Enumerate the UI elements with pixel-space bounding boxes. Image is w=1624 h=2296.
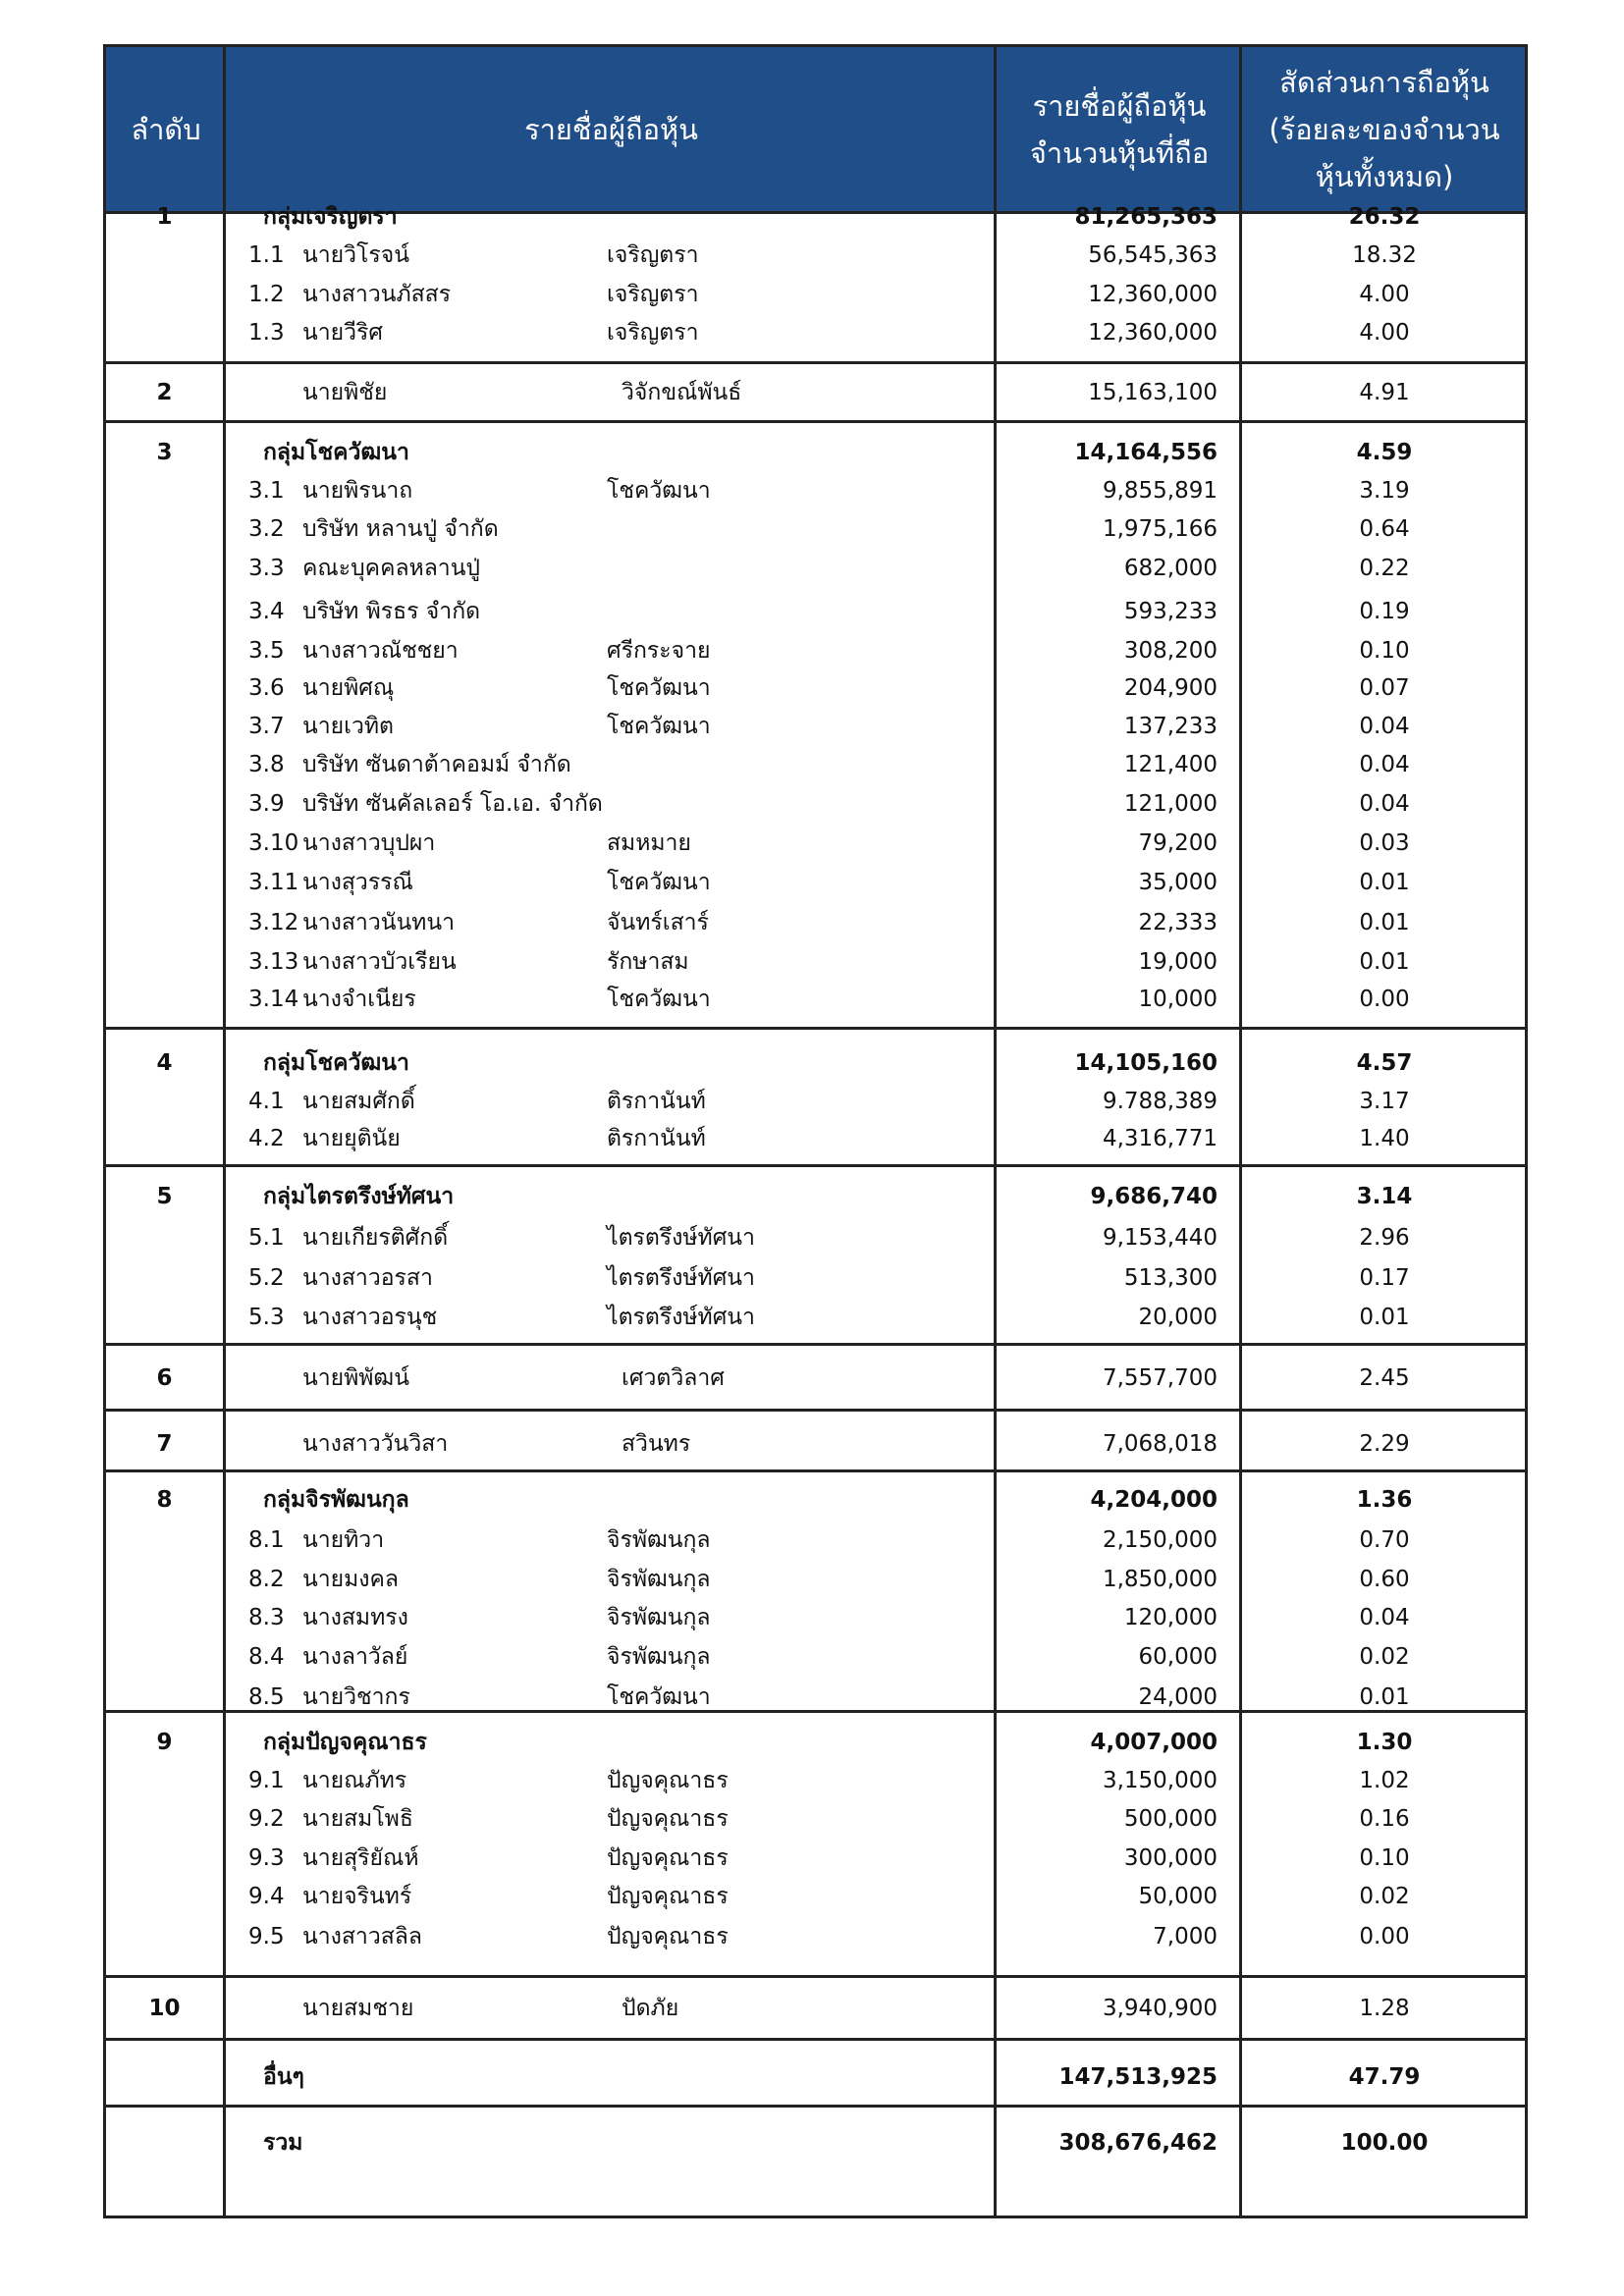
holder-name: บริษัท ซันดาต้าคอมม์ จำกัด [302, 752, 571, 777]
item-number: 3.5 [248, 638, 285, 664]
item-number: 3.2 [248, 516, 285, 542]
shares-count: 7,000 [1153, 1924, 1218, 1949]
share-percent: 4.91 [1359, 380, 1410, 405]
item-number: 1.2 [248, 282, 285, 307]
holder-surname: ไตรตรึงษ์ทัศนา [607, 1305, 755, 1330]
item-number: 3.14 [248, 987, 299, 1012]
item-number: 5.1 [248, 1225, 285, 1251]
group-name: กลุ่มปัญจคุณาธร [263, 1730, 427, 1755]
item-number: 9.4 [248, 1884, 285, 1909]
shares-count: 10,000 [1138, 987, 1218, 1012]
share-percent: 1.02 [1359, 1768, 1410, 1793]
item-number: 8.2 [248, 1567, 285, 1592]
holder-name: นายพิศณุ [302, 675, 395, 701]
shares-count: 12,360,000 [1088, 320, 1218, 346]
item-number: 4.1 [248, 1089, 285, 1114]
rank-number: 5 [156, 1184, 173, 1209]
shares-count: 137,233 [1123, 714, 1218, 739]
holder-surname: เจริญตรา [607, 320, 699, 346]
share-percent: 3.19 [1359, 478, 1410, 504]
holder-name: นางสาวสลิล [302, 1924, 422, 1949]
holder-surname: จิรพัฒนกุล [607, 1567, 711, 1592]
share-percent: 0.04 [1359, 714, 1410, 739]
share-percent: 0.03 [1359, 830, 1410, 856]
holder-surname: ปัญจคุณาธร [607, 1806, 729, 1832]
holder-name: นางสาวณัชชยา [302, 638, 459, 664]
holder-surname: จิรพัฒนกุล [607, 1605, 711, 1630]
rank-number: 9 [156, 1730, 173, 1755]
total-label: อื่นๆ [263, 2064, 304, 2090]
share-percent: 0.01 [1359, 910, 1410, 935]
shares-count: 120,000 [1123, 1605, 1218, 1630]
holder-name: นางสาวบัวเรียน [302, 949, 457, 975]
row-divider [106, 1027, 1525, 1030]
item-number: 3.12 [248, 910, 299, 935]
holder-name: นายวิโรจน์ [302, 242, 409, 268]
share-percent: 4.00 [1359, 320, 1410, 346]
item-number: 8.4 [248, 1644, 285, 1670]
table-header [106, 47, 1525, 214]
shares-count: 308,676,462 [1058, 2130, 1218, 2156]
rank-number: 7 [156, 1431, 173, 1457]
share-percent: 1.30 [1356, 1730, 1413, 1755]
group-name: กลุ่มเจริญตรา [263, 204, 398, 230]
holder-surname: สมหมาย [607, 830, 691, 856]
shares-count: 9.788,389 [1102, 1089, 1218, 1114]
share-percent: 0.22 [1359, 556, 1410, 581]
holder-name: นายสุริยัณห์ [302, 1845, 419, 1871]
share-percent: 0.04 [1359, 1605, 1410, 1630]
share-percent: 1.28 [1359, 1996, 1410, 2021]
item-number: 1.3 [248, 320, 285, 346]
shares-count: 20,000 [1138, 1305, 1218, 1330]
header-shares [997, 47, 1242, 211]
holder-name: นายมงคล [302, 1567, 399, 1592]
share-percent: 100.00 [1340, 2130, 1429, 2156]
row-divider [106, 420, 1525, 423]
shares-count: 56,545,363 [1088, 242, 1218, 268]
group-name: กลุ่มโชควัฒนา [263, 1050, 409, 1076]
holder-name: นางสาวอรสา [302, 1265, 433, 1291]
holder-name: นางสาวนภัสสร [302, 282, 452, 307]
shares-count: 513,300 [1123, 1265, 1218, 1291]
holder-surname: ติรกานันท์ [607, 1126, 706, 1151]
rank-number: 10 [148, 1996, 181, 2021]
item-number: 4.2 [248, 1126, 285, 1151]
holder-name: นายเวทิต [302, 714, 394, 739]
share-percent: 0.10 [1359, 638, 1410, 664]
header-rank-label: ลำดับ [131, 112, 201, 146]
shares-count: 2,150,000 [1102, 1527, 1218, 1553]
share-percent: 0.01 [1359, 870, 1410, 895]
holder-name: นายพิพัฒน์ [302, 1365, 409, 1391]
shares-count: 4,007,000 [1090, 1730, 1218, 1755]
total-label: รวม [263, 2130, 303, 2156]
share-percent: 4.59 [1356, 440, 1413, 465]
row-divider [106, 1975, 1525, 1978]
holder-surname: รักษาสม [607, 949, 689, 975]
item-number: 3.10 [248, 830, 299, 856]
holder-surname: โชควัฒนา [607, 675, 711, 701]
holder-surname: โชควัฒนา [607, 870, 711, 895]
item-number: 3.1 [248, 478, 285, 504]
share-percent: 0.01 [1359, 1305, 1410, 1330]
item-number: 9.1 [248, 1768, 285, 1793]
group-name: กลุ่มไตรตรึงษ์ทัศนา [263, 1184, 455, 1209]
rank-number: 2 [156, 380, 173, 405]
shares-count: 147,513,925 [1058, 2064, 1218, 2090]
header-name [226, 47, 997, 211]
holder-surname: จิรพัฒนกุล [607, 1527, 711, 1553]
holder-name: บริษัท หลานปู่ จำกัด [302, 516, 499, 542]
holder-surname: วิจักขณ์พันธ์ [622, 380, 742, 405]
share-percent: 2.96 [1359, 1225, 1410, 1251]
item-number: 3.7 [248, 714, 285, 739]
holder-name: นางสมทรง [302, 1605, 408, 1630]
share-percent: 3.14 [1356, 1184, 1413, 1209]
share-percent: 4.00 [1359, 282, 1410, 307]
share-percent: 0.01 [1359, 949, 1410, 975]
holder-name: บริษัท ซันคัลเลอร์ โอ.เอ. จำกัด [302, 791, 603, 817]
header-rank [106, 47, 226, 211]
holder-name: คณะบุคคลหลานปู่ [302, 556, 481, 581]
shares-count: 593,233 [1123, 599, 1218, 624]
share-percent: 0.00 [1359, 987, 1410, 1012]
share-percent: 0.10 [1359, 1845, 1410, 1871]
share-percent: 18.32 [1352, 242, 1417, 268]
share-percent: 26.32 [1348, 204, 1421, 230]
shares-count: 14,105,160 [1074, 1050, 1218, 1076]
share-percent: 0.01 [1359, 1684, 1410, 1710]
column-divider [223, 47, 226, 2216]
shares-count: 204,900 [1123, 675, 1218, 701]
rank-number: 8 [156, 1487, 173, 1513]
item-number: 8.3 [248, 1605, 285, 1630]
header-ratio-line: หุ้นทั้งหมด) [1315, 159, 1454, 193]
row-divider [106, 1164, 1525, 1167]
share-percent: 2.29 [1359, 1431, 1410, 1457]
header-name-label: รายชื่อผู้ถือหุ้น [524, 112, 698, 146]
share-percent: 0.64 [1359, 516, 1410, 542]
item-number: 5.3 [248, 1305, 285, 1330]
item-number: 3.11 [248, 870, 299, 895]
holder-surname: ศรีกระจาย [607, 638, 711, 664]
shares-count: 4,316,771 [1102, 1126, 1218, 1151]
group-name: กลุ่มโชควัฒนา [263, 440, 409, 465]
holder-surname: โชควัฒนา [607, 987, 711, 1012]
holder-surname: สวินทร [622, 1431, 691, 1457]
holder-surname: เจริญตรา [607, 242, 699, 268]
share-percent: 2.45 [1359, 1365, 1410, 1391]
shares-count: 50,000 [1138, 1884, 1218, 1909]
item-number: 8.5 [248, 1684, 285, 1710]
shares-count: 24,000 [1138, 1684, 1218, 1710]
rank-number: 6 [156, 1365, 173, 1391]
holder-surname: ติรกานันท์ [607, 1089, 706, 1114]
shares-count: 9,686,740 [1090, 1184, 1218, 1209]
shares-count: 4,204,000 [1090, 1487, 1218, 1513]
item-number: 9.3 [248, 1845, 285, 1871]
item-number: 3.4 [248, 599, 285, 624]
shares-count: 19,000 [1138, 949, 1218, 975]
row-divider [106, 2038, 1525, 2041]
shares-count: 7,068,018 [1102, 1431, 1218, 1457]
header-ratio-line: (ร้อยละของจำนวน [1269, 112, 1500, 146]
holder-surname: โชควัฒนา [607, 1684, 711, 1710]
holder-surname: ปัญจคุณาธร [607, 1845, 729, 1871]
holder-name: นายจรินทร์ [302, 1884, 412, 1909]
header-shares-line: จำนวนหุ้นที่ถือ [1029, 135, 1210, 170]
holder-name: นายณภัทร [302, 1768, 407, 1793]
shares-count: 682,000 [1123, 556, 1218, 581]
holder-name: นายสมชาย [302, 1996, 414, 2021]
share-percent: 0.17 [1359, 1265, 1410, 1291]
item-number: 9.2 [248, 1806, 285, 1832]
holder-name: นางสาวบุปผา [302, 830, 436, 856]
holder-surname: โชควัฒนา [607, 714, 711, 739]
share-percent: 0.07 [1359, 675, 1410, 701]
holder-name: นางสุวรรณี [302, 870, 413, 895]
item-number: 5.2 [248, 1265, 285, 1291]
holder-name: นางจำเนียร [302, 987, 416, 1012]
holder-surname: เจริญตรา [607, 282, 699, 307]
holder-name: นายเกียรติศักดิ์ [302, 1225, 449, 1251]
shares-count: 121,400 [1123, 752, 1218, 777]
share-percent: 47.79 [1348, 2064, 1421, 2090]
holder-name: นายวีริศ [302, 320, 383, 346]
row-divider [106, 1409, 1525, 1412]
row-divider [106, 1469, 1525, 1472]
row-divider [106, 361, 1525, 364]
item-number: 3.9 [248, 791, 285, 817]
holder-name: นางสาวอรนุช [302, 1305, 438, 1330]
row-divider [106, 1343, 1525, 1346]
shares-count: 79,200 [1138, 830, 1218, 856]
holder-surname: ไตรตรึงษ์ทัศนา [607, 1265, 755, 1291]
rank-number: 1 [156, 204, 173, 230]
shares-count: 60,000 [1138, 1644, 1218, 1670]
holder-surname: ปัญจคุณาธร [607, 1884, 729, 1909]
shares-count: 81,265,363 [1074, 204, 1218, 230]
shares-count: 12,360,000 [1088, 282, 1218, 307]
shares-count: 308,200 [1123, 638, 1218, 664]
holder-name: นายทิวา [302, 1527, 385, 1553]
group-name: กลุ่มจิรพัฒนกุล [263, 1487, 409, 1513]
share-percent: 0.00 [1359, 1924, 1410, 1949]
share-percent: 0.04 [1359, 791, 1410, 817]
shares-count: 300,000 [1123, 1845, 1218, 1871]
shares-count: 9,855,891 [1102, 478, 1218, 504]
holder-name: นายสมโพธิ [302, 1806, 413, 1832]
holder-surname: ไตรตรึงษ์ทัศนา [607, 1225, 755, 1251]
holder-surname: โชควัฒนา [607, 478, 711, 504]
item-number: 3.3 [248, 556, 285, 581]
shares-count: 1,975,166 [1102, 516, 1218, 542]
item-number: 3.13 [248, 949, 299, 975]
holder-surname: จันทร์เสาร์ [607, 910, 709, 935]
holder-name: บริษัท พิรธร จำกัด [302, 599, 481, 624]
share-percent: 0.04 [1359, 752, 1410, 777]
holder-name: นางสาวนันทนา [302, 910, 455, 935]
shares-count: 3,940,900 [1102, 1996, 1218, 2021]
holder-name: นายพิชัย [302, 380, 388, 405]
header-shares-line: รายชื่อผู้ถือหุ้น [1032, 88, 1207, 123]
shareholder-table [103, 44, 1528, 2218]
shares-count: 14,164,556 [1074, 440, 1218, 465]
shares-count: 9,153,440 [1102, 1225, 1218, 1251]
header-ratio [1242, 47, 1527, 211]
row-divider [106, 2105, 1525, 2108]
share-percent: 0.60 [1359, 1567, 1410, 1592]
holder-surname: ปัดภัย [622, 1996, 679, 2021]
holder-surname: จิรพัฒนกุล [607, 1644, 711, 1670]
share-percent: 0.16 [1359, 1806, 1410, 1832]
item-number: 1.1 [248, 242, 285, 268]
share-percent: 0.19 [1359, 599, 1410, 624]
shares-count: 15,163,100 [1088, 380, 1218, 405]
shares-count: 35,000 [1138, 870, 1218, 895]
holder-name: นายสมศักดิ์ [302, 1089, 415, 1114]
holder-name: นางสาววันวิสา [302, 1431, 449, 1457]
shares-count: 1,850,000 [1102, 1567, 1218, 1592]
row-divider [106, 1710, 1525, 1713]
holder-name: นางลาวัลย์ [302, 1644, 408, 1670]
shares-count: 22,333 [1138, 910, 1218, 935]
shares-count: 7,557,700 [1102, 1365, 1218, 1391]
share-percent: 1.40 [1359, 1126, 1410, 1151]
share-percent: 4.57 [1356, 1050, 1413, 1076]
share-percent: 0.70 [1359, 1527, 1410, 1553]
share-percent: 3.17 [1359, 1089, 1410, 1114]
holder-name: นายวิชากร [302, 1684, 410, 1710]
shares-count: 500,000 [1123, 1806, 1218, 1832]
share-percent: 0.02 [1359, 1644, 1410, 1670]
header-ratio-line: สัดส่วนการถือหุ้น [1279, 65, 1489, 99]
share-percent: 1.36 [1356, 1487, 1413, 1513]
rank-number: 4 [156, 1050, 173, 1076]
holder-name: นายพิรนาถ [302, 478, 413, 504]
rank-number: 3 [156, 440, 173, 465]
item-number: 9.5 [248, 1924, 285, 1949]
item-number: 3.6 [248, 675, 285, 701]
holder-surname: ปัญจคุณาธร [607, 1768, 729, 1793]
holder-surname: ปัญจคุณาธร [607, 1924, 729, 1949]
shares-count: 121,000 [1123, 791, 1218, 817]
shares-count: 3,150,000 [1102, 1768, 1218, 1793]
holder-name: นายยุตินัย [302, 1126, 401, 1151]
share-percent: 0.02 [1359, 1884, 1410, 1909]
item-number: 3.8 [248, 752, 285, 777]
item-number: 8.1 [248, 1527, 285, 1553]
holder-surname: เศวตวิลาศ [622, 1365, 725, 1391]
